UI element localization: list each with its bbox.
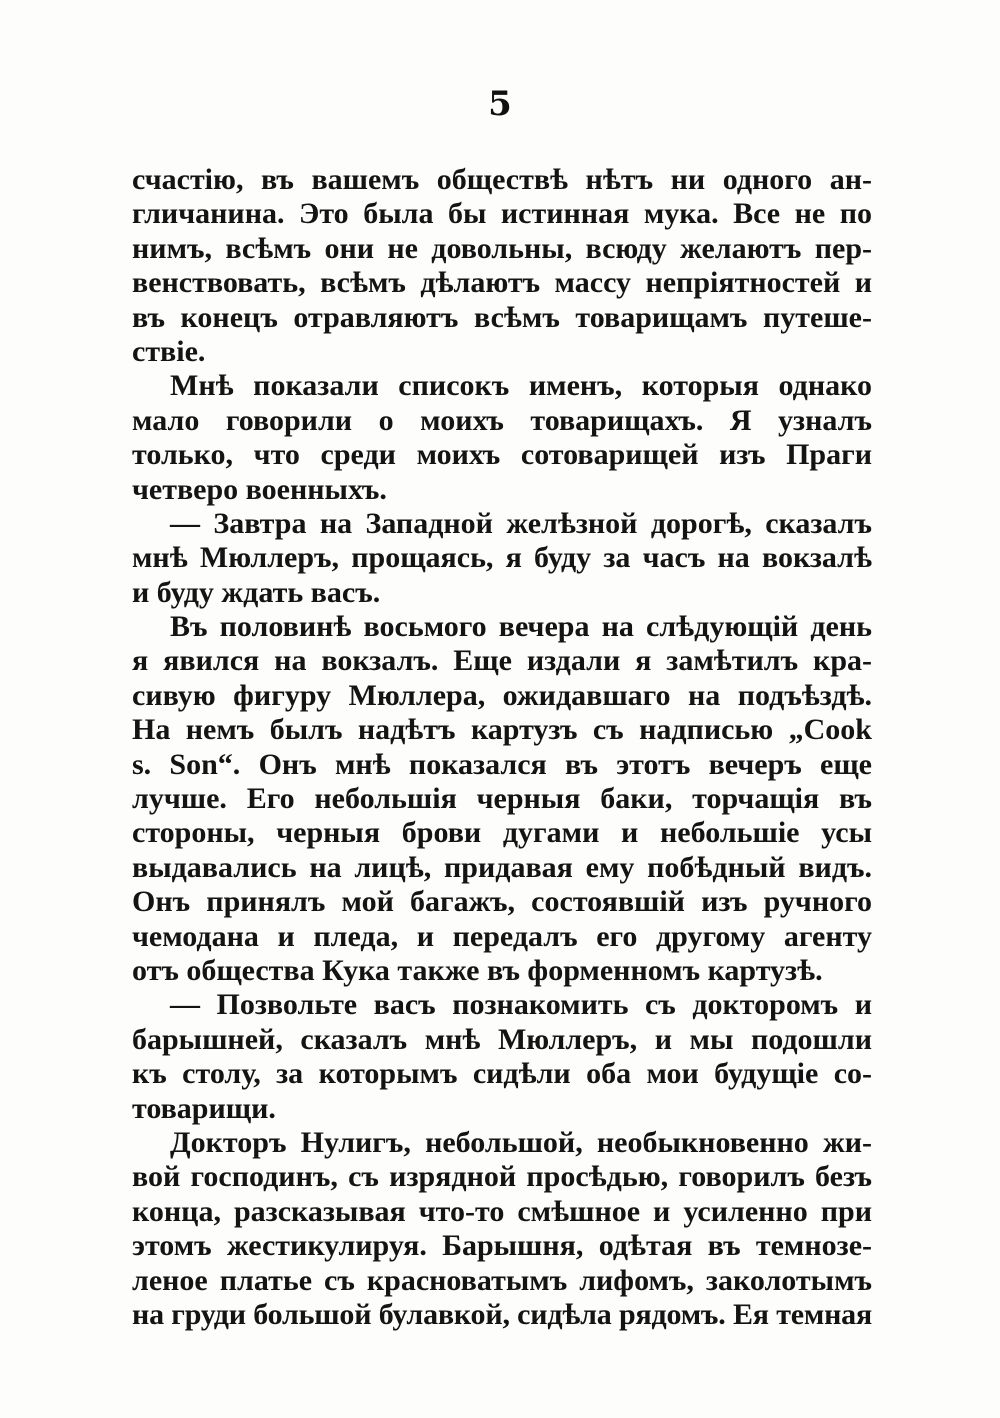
text-line: товарищи. xyxy=(132,1091,276,1125)
text-line: s. Son“. Онъ мнѣ показался въ этотъ вечеръ еще xyxy=(132,747,872,781)
text-line: барышней, сказалъ мнѣ Мюллеръ, и мы подошли xyxy=(132,1022,872,1056)
text-line: венствовать, всѣмъ дѣлаютъ массу непріятностей и xyxy=(132,266,872,300)
text-line: Докторъ Нулигъ, небольшой, необыкновенно жи- xyxy=(170,1125,872,1159)
text-line: отъ общества Кука также въ форменномъ картузѣ. xyxy=(132,953,823,987)
text-line: Въ половинѣ восьмого вечера на слѣдующій день xyxy=(170,610,872,644)
text-line: ствіе. xyxy=(132,334,206,368)
text-line: лучше. Его небольшія черныя баки, торчащія въ xyxy=(132,782,872,816)
text-line: выдавались на лицѣ, придавая ему побѣдный видъ. xyxy=(132,850,872,884)
text-line: въ конецъ отравляютъ всѣмъ товарищамъ путеше- xyxy=(132,300,872,334)
text-line: чемодана и пледа, и передалъ его другому агенту xyxy=(132,919,872,953)
body-text xyxy=(132,163,872,1332)
text-line: и буду ждать васъ. xyxy=(132,575,381,609)
text-line: стороны, черныя брови дугами и небольшіе усы xyxy=(132,816,872,850)
text-line: къ столу, за которымъ сидѣли оба мои будущіе со- xyxy=(132,1057,872,1091)
text-line: счастію, въ вашемъ обществѣ нѣтъ ни одного ан- xyxy=(132,163,872,196)
text-line: гличанина. Это была бы истинная мука. Все не по xyxy=(132,197,872,231)
text-line: — Позвольте васъ познакомить съ докторомъ и xyxy=(170,988,872,1022)
text-line: нимъ, всѣмъ они не довольны, всюду желаютъ пер- xyxy=(132,231,872,265)
text-line: сивую фигуру Мюллера, ожидавшаго на подъѣздѣ. xyxy=(132,678,872,712)
text-line: этомъ жестикулируя. Барышня, одѣтая въ темнозе- xyxy=(132,1229,872,1263)
text-line: мнѣ Мюллеръ, прощаясь, я буду за часъ на вокзалѣ xyxy=(132,541,872,575)
text-line: я явился на вокзалъ. Еще издали я замѣтилъ кра- xyxy=(132,644,872,678)
text-line: мало говорили о моихъ товарищахъ. Я узналъ xyxy=(132,403,872,437)
text-line: На немъ былъ надѣтъ картузъ съ надписью „Cook xyxy=(132,713,872,747)
page-number: 5 xyxy=(488,84,512,124)
text-line: Мнѣ показали списокъ именъ, которыя однако xyxy=(170,369,872,403)
text-line: конца, разсказывая что-то смѣшное и усиленно при xyxy=(132,1194,872,1228)
text-line: — Завтра на Западной желѣзной дорогѣ, сказалъ xyxy=(170,506,872,540)
text-line: только, что среди моихъ сотоварищей изъ Праги xyxy=(132,438,872,472)
text-line: Онъ принялъ мой багажъ, состоявшій изъ ручного xyxy=(132,885,872,919)
text-line: леное платье съ красноватымъ лифомъ, заколотымъ xyxy=(132,1263,872,1297)
text-line: на груди большой булавкой, сидѣла рядомъ. Ея темная xyxy=(132,1297,872,1331)
text-line: четверо военныхъ. xyxy=(132,472,387,506)
text-line: вой господинъ, съ изрядной просѣдью, говорилъ безъ xyxy=(132,1160,872,1194)
